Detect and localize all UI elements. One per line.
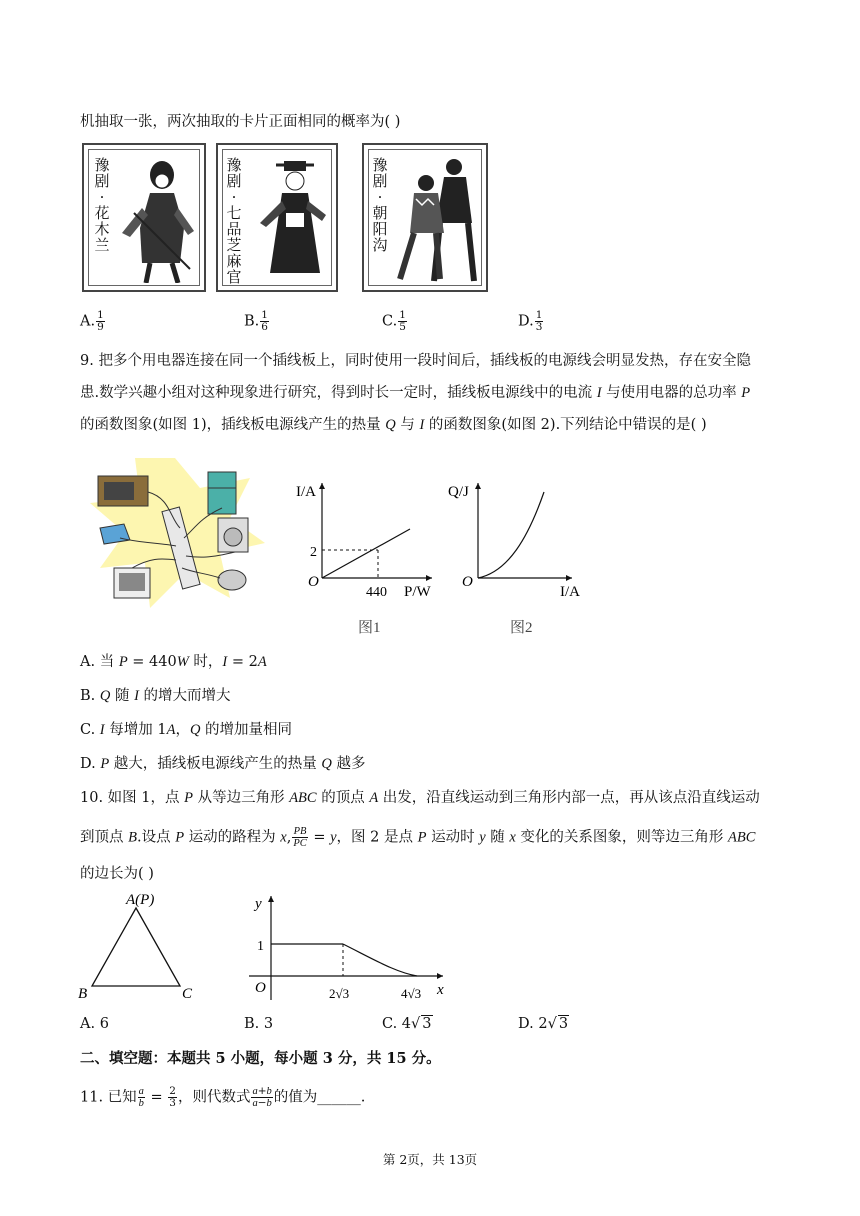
opera-card-2 [216, 143, 338, 292]
page-footer: 第 2页，共 13页 [382, 1152, 478, 1167]
q10-line-2: 到顶点 B.设点 P 运动的路程为 x, $\frac{PB}{PC}$ = y，图 2 是点 P 运动时 y 随 x 变化的关系图象，则等边三角形 ABC [80, 826, 756, 849]
q9-option-a: A. 当 P = 440W 时，I = 2A [80, 654, 267, 670]
fig1-caption: 图1 [358, 620, 381, 636]
opera-figure-1 [112, 153, 202, 283]
graph-y-tick: 1 [257, 939, 264, 954]
graph-x-tick-1: 2√3 [329, 986, 350, 1001]
tri-vertex-b: B [78, 986, 88, 1002]
fig2-y-label: Q/J [448, 484, 469, 500]
appliances-illustration [80, 448, 270, 618]
q10-line-3: 的边长为( ) [80, 866, 154, 882]
q10-option-a: A. 6 [80, 1016, 109, 1032]
q9-figure-2 [448, 478, 588, 638]
fig1-x-tick: 440 [366, 585, 387, 600]
fig2-caption: 图2 [510, 620, 533, 636]
fig2-origin: O [462, 574, 473, 590]
q10-option-d: D. 2√ 3 [518, 1016, 569, 1032]
opera-card-3 [362, 143, 488, 292]
q10-option-b: B. 3 [244, 1016, 274, 1032]
q9-line-3: 的函数图象(如图 1)，插线板电源线产生的热量 Q 与 I 的函数图象(如图 2).下列结论中错误的是( ) [80, 417, 707, 433]
q8-option-d: D. $\frac{1}{3}$ [518, 309, 543, 333]
card-1-label: 豫剧·花木兰 [94, 156, 110, 254]
card-3-label: 豫剧·朝阳沟 [372, 156, 388, 254]
fig1-origin: O [308, 574, 319, 590]
q9-option-d: D. P 越大，插线板电源线产生的热量 Q 越多 [80, 756, 366, 772]
tri-vertex-c: C [182, 986, 193, 1002]
tri-vertex-a: A(P) [126, 892, 155, 908]
card-2-label: 豫剧·七品芝麻官 [226, 156, 242, 286]
opera-figure-3 [392, 153, 488, 283]
graph-x-tick-2: 4√3 [401, 986, 422, 1001]
q10-option-c: C. 4√ 3 [382, 1016, 432, 1032]
opera-figure-2 [246, 153, 336, 283]
opera-card-1 [82, 143, 206, 292]
q9-line-1: 9. 把多个用电器连接在同一个插线板上，同时使用一段时间后，插线板的电源线会明显发热，存在安全隐 [80, 353, 751, 369]
q8-option-b: B. $\frac{1}{6}$ [244, 309, 268, 333]
section-2-heading: 二、填空题：本题共 5 小题，每小题 3 分，共 15 分。 [80, 1050, 441, 1067]
q9-option-b: B. Q 随 I 的增大而增大 [80, 688, 231, 704]
graph-x-label: x [437, 982, 444, 998]
q8-option-a: A. $\frac{1}{9}$ [80, 309, 104, 333]
q9-option-c: C. I 每增加 1A，Q 的增加量相同 [80, 722, 293, 738]
q9-line-2: 患.数学兴趣小组对这种现象进行研究，得到时长一定时，插线板电源线中的电流 I 与使用电器的总功率 P [80, 385, 751, 401]
q10-line-1: 10. 如图 1，点 P 从等边三角形 ABC 的顶点 A 出发，沿直线运动到三角形内部一点，再从该点沿直线运动 [80, 790, 760, 806]
q10-graph [245, 888, 455, 1006]
q10-triangle [74, 888, 204, 1003]
fig1-x-label: P/W [404, 584, 431, 600]
fig1-y-tick: 2 [310, 545, 317, 560]
q11: 11. 已知 $\frac{a}{b}$ = $\frac{2}{3}$ ，则代数式 $\frac{a+b}{a-b}$ 的值为______. [80, 1085, 366, 1109]
graph-y-label: y [255, 896, 262, 912]
q9-figure-1 [292, 478, 442, 638]
q8-stem: 机抽取一张，两次抽取的卡片正面相同的概率为( ) [80, 114, 401, 130]
fig1-y-label: I/A [296, 484, 316, 500]
graph-origin: O [255, 980, 266, 996]
fig2-x-label: I/A [560, 584, 580, 600]
q8-option-c: C. $\frac{1}{5}$ [382, 309, 406, 333]
